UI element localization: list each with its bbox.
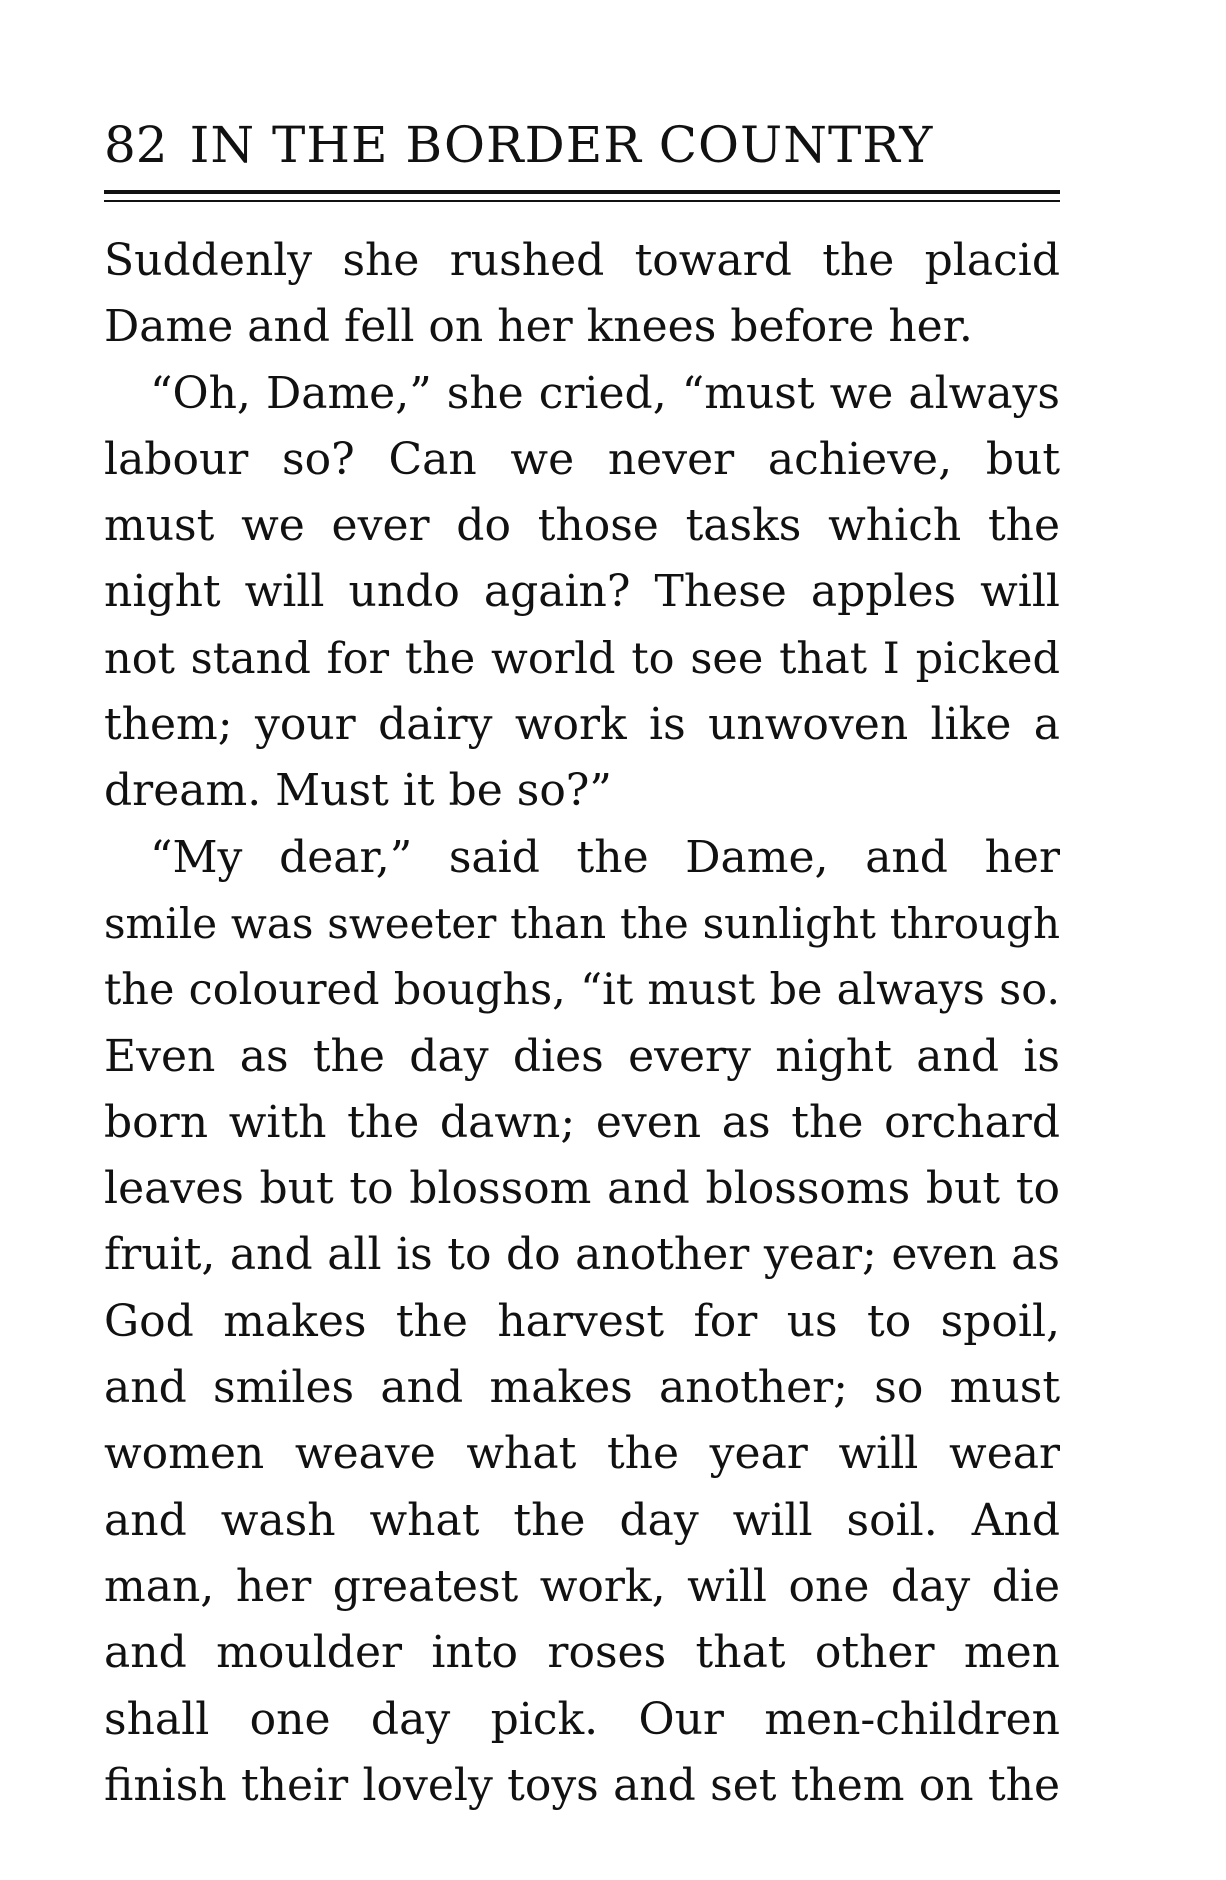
page-number: 82: [104, 116, 168, 174]
text-line: fruit, and all is to do another year; even as: [104, 1229, 1060, 1281]
header-rule-thick: [104, 190, 1060, 194]
body-text: [104, 228, 1060, 1819]
text-line: must we ever do those tasks which the: [104, 500, 1060, 552]
text-line: Suddenly she rushed toward the placid: [104, 235, 1060, 286]
text-line: and moulder into roses that other men: [104, 1627, 1060, 1679]
text-line: shall one day pick. Our men-children: [104, 1693, 1060, 1745]
text-line: and wash what the day will soil. And: [104, 1494, 1060, 1546]
text-line: labour so? Can we never achieve, but: [104, 433, 1060, 485]
text-line: women weave what the year will wear: [104, 1428, 1060, 1480]
text-line: the coloured boughs, “it must be always so.: [104, 965, 1060, 1016]
text-line: finish their lovely toys and set them on the: [104, 1759, 1060, 1811]
text-line: Dame and fell on her knees before her.: [104, 301, 973, 353]
header-rule-thin: [104, 200, 1060, 202]
text-line: born with the dawn; even as the orchard: [104, 1096, 1060, 1148]
text-line: and smiles and makes another; so must: [104, 1362, 1060, 1414]
text-line: “Oh, Dame,” she cried, “must we always: [150, 367, 1060, 419]
text-line: Even as the day dies every night and is: [104, 1030, 1060, 1082]
running-header: [104, 110, 1060, 180]
text-line: leaves but to blossom and blossoms but to: [104, 1163, 1060, 1215]
running-title: IN THE BORDER COUNTRY: [189, 116, 934, 174]
text-line: not stand for the world to see that I picked: [104, 633, 1060, 684]
text-line: them; your dairy work is unwoven like a: [104, 699, 1060, 751]
text-line: “My dear,” said the Dame, and her: [150, 831, 1060, 883]
text-line: God makes the harvest for us to spoil,: [104, 1295, 1060, 1347]
text-line: smile was sweeter than the sunlight through: [104, 898, 1060, 948]
text-line: dream. Must it be so?”: [104, 765, 612, 817]
text-line: night will undo again? These apples will: [104, 566, 1060, 618]
text-line: man, her greatest work, will one day die: [104, 1560, 1060, 1612]
